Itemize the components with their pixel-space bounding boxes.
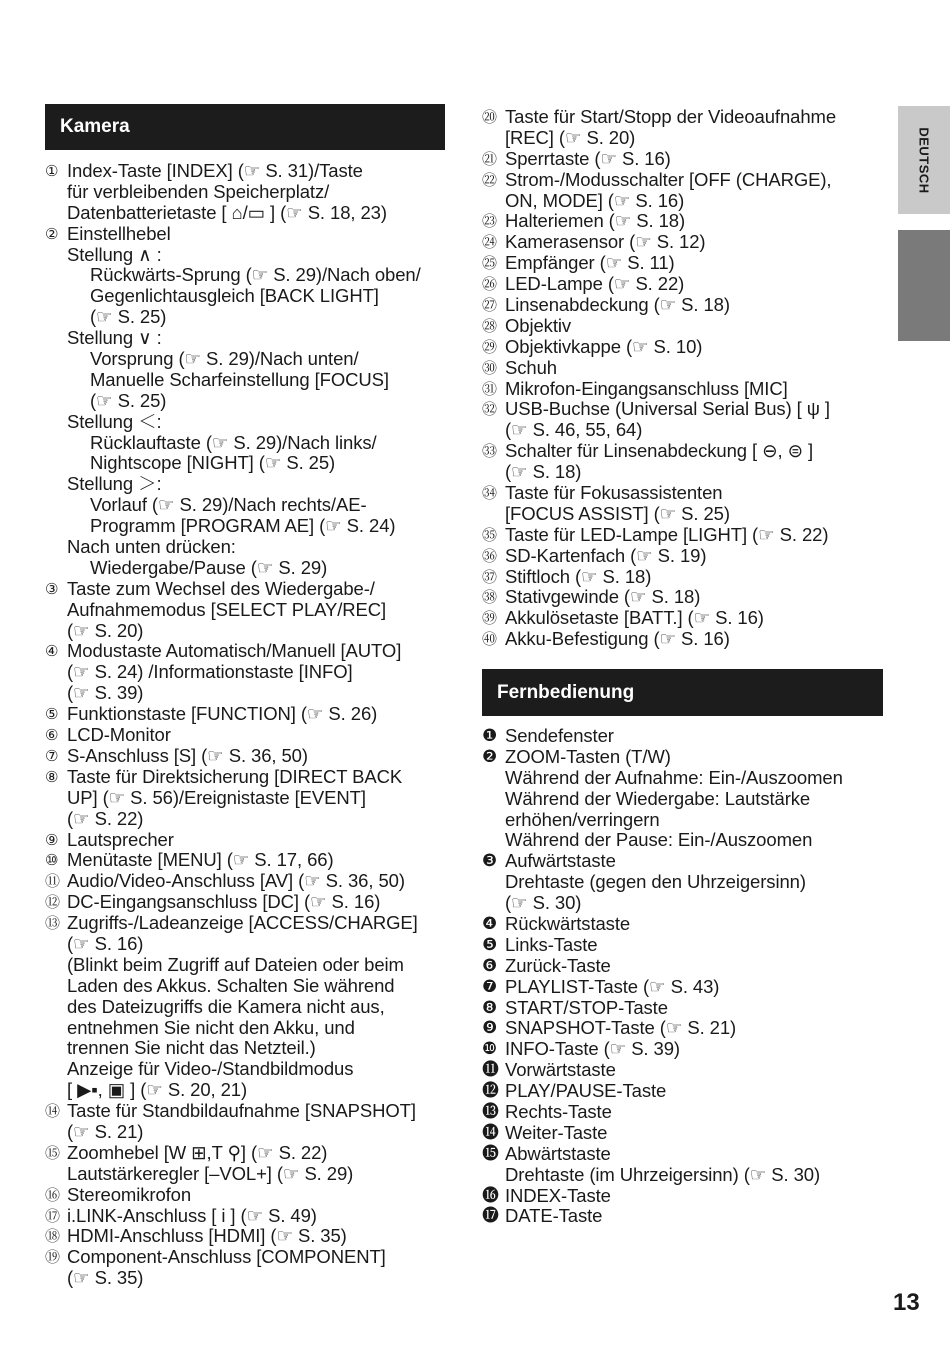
section-title-fernbedienung: Fernbedienung: [497, 681, 635, 703]
list-item: [45, 725, 450, 746]
list-item: [482, 107, 892, 128]
list-item: [482, 358, 892, 379]
list-item: [482, 1206, 892, 1227]
item-number: ❽: [482, 997, 498, 1018]
item-text: Vorlauf (☞ S. 29)/Nach rechts/AE-: [90, 494, 367, 516]
item-text: Rückwärts-Sprung (☞ S. 29)/Nach oben/: [90, 264, 421, 286]
list-item: [45, 1122, 450, 1143]
item-text: PLAYLIST-Taste (☞ S. 43): [505, 975, 720, 997]
item-text: ZOOM-Tasten (T/W): [505, 745, 671, 767]
item-text: Während der Pause: Ein-/Auszoomen: [505, 829, 813, 851]
list-item: [482, 1081, 892, 1102]
item-text: LED-Lampe (☞ S. 22): [505, 273, 685, 295]
item-number: ㉖: [482, 275, 497, 294]
item-number: ❻: [482, 955, 498, 976]
list-item: [45, 641, 450, 662]
item-text: Halteriemen (☞ S. 18): [505, 210, 686, 232]
item-text: Component-Anschluss [COMPONENT]: [67, 1246, 386, 1268]
item-text: i.LINK-Anschluss [ i ] (☞ S. 49): [67, 1204, 317, 1226]
item-text: PLAY/PAUSE-Taste: [505, 1080, 667, 1102]
item-number: ㊵: [482, 630, 497, 649]
item-text: Schuh: [505, 356, 557, 378]
item-text: Rückwärtstaste: [505, 913, 631, 935]
item-text: erhöhen/verringern: [505, 808, 660, 830]
list-item: [482, 504, 892, 525]
item-number: ⓮: [482, 1122, 499, 1143]
list-item: [482, 747, 892, 768]
list-item: [482, 956, 892, 977]
item-text: Nach unten drücken:: [67, 536, 236, 558]
item-text: DC-Eingangsanschluss [DC] (☞ S. 16): [67, 891, 381, 913]
item-number: ⑨: [45, 830, 59, 849]
list-item: [45, 579, 450, 600]
item-text: Wiedergabe/Pause (☞ S. 29): [90, 556, 328, 578]
item-number: ⑳: [482, 108, 497, 126]
item-text: Taste für Fokusassistenten: [505, 482, 723, 504]
list-item: [45, 1018, 450, 1039]
item-number: ㉛: [482, 379, 497, 398]
item-text: Drehtaste (gegen den Uhrzeigersinn): [505, 871, 806, 893]
list-item: [45, 830, 450, 851]
list-item: [45, 704, 450, 725]
item-text: Lautstärkeregler [–VOL+] (☞ S. 29): [67, 1162, 354, 1184]
item-text: S-Anschluss [S] (☞ S. 36, 50): [67, 744, 308, 766]
item-number: ㉙: [482, 337, 497, 356]
item-text: Taste für Standbildaufnahme [SNAPSHOT]: [67, 1100, 416, 1122]
list-item: [45, 683, 450, 704]
item-number: ㉔: [482, 233, 497, 252]
list-item: [45, 1101, 450, 1122]
item-text: Aufnahmemodus [SELECT PLAY/REC]: [67, 598, 387, 620]
item-text: entnehmen Sie nicht den Akku, und: [67, 1016, 355, 1038]
item-text: Weiter-Taste: [505, 1121, 608, 1143]
list-item: [45, 850, 450, 871]
item-text: Stellung ∧ :: [67, 243, 162, 265]
item-text: HDMI-Anschluss [HDMI] (☞ S. 35): [67, 1225, 347, 1247]
item-text: Vorsprung (☞ S. 29)/Nach unten/: [90, 348, 359, 370]
list-item: [482, 546, 892, 567]
item-number: ⑧: [45, 767, 59, 786]
list-item: [482, 789, 892, 810]
list-item: [45, 265, 450, 286]
item-text: ON, MODE] (☞ S. 16): [505, 189, 685, 211]
list-item: [45, 474, 450, 495]
list-item: [45, 871, 450, 892]
list-item: [482, 274, 892, 295]
item-text: [FOCUS ASSIST] (☞ S. 25): [505, 502, 730, 524]
list-item: [45, 1164, 450, 1185]
item-number: ⑥: [45, 726, 59, 745]
list-item: [482, 379, 892, 400]
item-number: ❷: [482, 746, 498, 767]
item-text: (☞ S. 20): [67, 619, 144, 641]
item-text: Manuelle Scharfeinstellung [FOCUS]: [90, 368, 389, 390]
item-number: ㉓: [482, 212, 497, 231]
section-marker-tab: [898, 230, 950, 341]
list-item: [45, 913, 450, 934]
list-item: [45, 934, 450, 955]
item-text: (☞ S. 25): [90, 306, 167, 328]
item-number: ❾: [482, 1018, 498, 1039]
list-item: [45, 1268, 450, 1289]
list-item: [45, 600, 450, 621]
item-text: Akku-Befestigung (☞ S. 16): [505, 628, 730, 650]
item-text: Lautsprecher: [67, 828, 174, 850]
list-item: [45, 1059, 450, 1080]
item-number: ⑯: [45, 1185, 60, 1204]
item-number: ㉞: [482, 484, 497, 503]
item-number: ③: [45, 579, 59, 598]
kamera-parts-list-left: [45, 161, 450, 1289]
item-text: LCD-Monitor: [67, 724, 171, 746]
item-text: Vorwärtstaste: [505, 1059, 616, 1081]
list-item: [45, 245, 450, 266]
list-item: [482, 830, 892, 851]
item-text: Sendefenster: [505, 725, 614, 746]
item-text: Zoomhebel [W ⊞,T ⚲] (☞ S. 22): [67, 1141, 328, 1163]
list-item: [45, 1226, 450, 1247]
list-item: [45, 621, 450, 642]
item-number: ㉜: [482, 400, 497, 419]
item-number: ⑫: [45, 893, 60, 912]
language-tab: [898, 106, 950, 214]
list-item: [45, 453, 450, 474]
item-text: Funktionstaste [FUNCTION] (☞ S. 26): [67, 703, 378, 725]
list-item: [482, 337, 892, 358]
list-item: [45, 224, 450, 245]
item-text: Taste zum Wechsel des Wiedergabe-/: [67, 577, 375, 599]
list-item: [482, 191, 892, 212]
item-text: Mikrofon-Eingangsanschluss [MIC]: [505, 377, 788, 399]
list-item: [45, 391, 450, 412]
item-text: Zugriffs-/Ladeanzeige [ACCESS/CHARGE]: [67, 912, 418, 934]
list-item: [482, 441, 892, 462]
list-item: [482, 316, 892, 337]
list-item: [482, 587, 892, 608]
list-item: [482, 462, 892, 483]
list-item: [482, 525, 892, 546]
list-item: [482, 1018, 892, 1039]
item-text: Menütaste [MENU] (☞ S. 17, 66): [67, 849, 334, 871]
item-text: Rechts-Taste: [505, 1101, 612, 1123]
list-item: [45, 767, 450, 788]
list-item: [482, 629, 892, 650]
item-text: Stativgewinde (☞ S. 18): [505, 586, 701, 608]
list-item: [482, 170, 892, 191]
list-item: [482, 1060, 892, 1081]
list-item: [45, 286, 450, 307]
list-item: [482, 851, 892, 872]
item-text: (☞ S. 18): [505, 461, 582, 483]
item-number: ①: [45, 162, 59, 180]
item-text: Während der Wiedergabe: Lautstärke: [505, 787, 811, 809]
item-text: Abwärtstaste: [505, 1142, 611, 1164]
list-item: [482, 872, 892, 893]
item-text: Datenbatterietaste [ ⌂/▭ ] (☞ S. 18, 23): [67, 201, 387, 223]
item-number: ⓭: [482, 1102, 499, 1123]
list-item: [45, 516, 450, 537]
item-text: des Dateizugriffs die Kamera nicht aus,: [67, 995, 385, 1017]
fernbedienung-parts-list: [482, 726, 892, 1227]
list-item: [45, 662, 450, 683]
list-item: [45, 182, 450, 203]
list-item: [45, 788, 450, 809]
item-number: ⑰: [45, 1206, 60, 1225]
list-item: [45, 203, 450, 224]
item-text: Aufwärtstaste: [505, 850, 616, 872]
list-item: [45, 433, 450, 454]
list-item: [45, 1143, 450, 1164]
list-item: [45, 349, 450, 370]
item-number: ㉑: [482, 149, 497, 168]
item-number: ❿: [482, 1039, 498, 1060]
item-text: (Blinkt beim Zugriff auf Dateien oder beim: [67, 953, 404, 975]
item-number: ㉗: [482, 296, 497, 315]
item-text: Einstellhebel: [67, 222, 171, 244]
item-number: ⓰: [482, 1185, 499, 1206]
item-text: [REC] (☞ S. 20): [505, 126, 636, 148]
item-number: ⓱: [482, 1206, 499, 1227]
item-number: ⑤: [45, 705, 59, 724]
item-text: (☞ S. 46, 55, 64): [505, 419, 643, 441]
item-number: ❶: [482, 726, 498, 746]
item-text: UP] (☞ S. 56)/Ereignistaste [EVENT]: [67, 786, 366, 808]
item-text: Audio/Video-Anschluss [AV] (☞ S. 36, 50): [67, 870, 405, 892]
item-text: Stereomikrofon: [67, 1183, 192, 1205]
item-number: ⑭: [45, 1102, 60, 1121]
list-item: [482, 998, 892, 1019]
list-item: [482, 295, 892, 316]
item-text: Rücklauftaste (☞ S. 29)/Nach links/: [90, 431, 377, 453]
item-text: START/STOP-Taste: [505, 996, 668, 1018]
item-text: Zurück-Taste: [505, 954, 611, 976]
item-text: Stiftloch (☞ S. 18): [505, 565, 652, 587]
list-item: [45, 746, 450, 767]
item-number: ❺: [482, 934, 498, 955]
item-number: ㉟: [482, 525, 497, 544]
section-header-fernbedienung: [482, 669, 883, 716]
list-item: [45, 1247, 450, 1268]
list-item: [45, 412, 450, 433]
page-number: 13: [893, 1289, 920, 1316]
list-item: [482, 211, 892, 232]
list-item: [482, 726, 892, 747]
item-number: ⑩: [45, 851, 59, 870]
language-tab-label: DEUTSCH: [916, 126, 932, 194]
item-number: ⑱: [45, 1227, 60, 1246]
item-text: Empfänger (☞ S. 11): [505, 252, 675, 274]
item-text: Kamerasensor (☞ S. 12): [505, 231, 706, 253]
item-number: ⓯: [482, 1143, 499, 1164]
item-text: Linsenabdeckung (☞ S. 18): [505, 294, 730, 316]
list-item: [45, 809, 450, 830]
item-text: Akkulösetaste [BATT.] (☞ S. 16): [505, 607, 764, 629]
item-number: ㊱: [482, 546, 497, 565]
item-text: SNAPSHOT-Taste (☞ S. 21): [505, 1017, 737, 1039]
item-text: Strom-/Modusschalter [OFF (CHARGE),: [505, 168, 832, 190]
list-item: [482, 1186, 892, 1207]
list-item: [45, 1038, 450, 1059]
list-item: [482, 893, 892, 914]
item-number: ⑬: [45, 914, 60, 933]
item-number: ⓬: [482, 1081, 499, 1102]
item-text: INFO-Taste (☞ S. 39): [505, 1038, 680, 1060]
list-item: [45, 161, 450, 182]
list-item: [482, 232, 892, 253]
kamera-parts-list-right: [482, 107, 892, 650]
item-text: (☞ S. 24) /Informationstaste [INFO]: [67, 661, 353, 683]
item-text: Stellung ＞:: [67, 473, 162, 495]
item-text: Objektivkappe (☞ S. 10): [505, 335, 703, 357]
item-number: ⓫: [482, 1060, 499, 1081]
item-text: Stellung ＜:: [67, 410, 162, 432]
item-text: Taste für Direktsicherung [DIRECT BACK: [67, 765, 403, 787]
item-number: ⑮: [45, 1143, 60, 1162]
list-item: [482, 608, 892, 629]
section-title-kamera: Kamera: [60, 116, 130, 137]
list-item: [45, 307, 450, 328]
item-text: DATE-Taste: [505, 1205, 603, 1227]
item-text: Sperrtaste (☞ S. 16): [505, 147, 671, 169]
item-text: Gegenlichtausgleich [BACK LIGHT]: [90, 285, 379, 307]
item-number: ④: [45, 642, 59, 661]
item-text: trennen Sie nicht das Netzteil.): [67, 1037, 316, 1059]
list-item: [482, 483, 892, 504]
item-text: USB-Buchse (Universal Serial Bus) [ ψ ]: [505, 398, 830, 420]
list-item: [482, 420, 892, 441]
item-text: Programm [PROGRAM AE] (☞ S. 24): [90, 515, 396, 537]
item-text: Modustaste Automatisch/Manuell [AUTO]: [67, 640, 402, 662]
item-text: (☞ S. 30): [505, 892, 582, 914]
list-item: [482, 399, 892, 420]
item-text: (☞ S. 21): [67, 1120, 144, 1142]
item-text: Während der Aufnahme: Ein-/Auszoomen: [505, 766, 843, 788]
list-item: [45, 1206, 450, 1227]
list-item: [482, 1039, 892, 1060]
list-item: [482, 1123, 892, 1144]
list-item: [482, 1165, 892, 1186]
list-item: [45, 892, 450, 913]
item-number: ㊴: [482, 609, 497, 628]
section-header-kamera: [45, 104, 445, 150]
list-item: [45, 955, 450, 976]
item-number: ㉝: [482, 442, 497, 461]
item-text: Taste für LED-Lampe [LIGHT] (☞ S. 22): [505, 523, 829, 545]
item-text: für verbleibenden Speicherplatz/: [67, 180, 330, 202]
list-item: [482, 128, 892, 149]
item-number: ❼: [482, 976, 498, 997]
item-text: INDEX-Taste: [505, 1184, 611, 1206]
list-item: [45, 328, 450, 349]
list-item: [482, 914, 892, 935]
item-text: (☞ S. 25): [90, 389, 167, 411]
item-text: Index-Taste [INDEX] (☞ S. 31)/Taste: [67, 160, 363, 181]
item-text: Anzeige für Video-/Standbildmodus: [67, 1058, 354, 1080]
item-text: Nightscope [NIGHT] (☞ S. 25): [90, 452, 336, 474]
item-text: (☞ S. 39): [67, 682, 144, 704]
list-item: [482, 253, 892, 274]
item-number: ⑪: [45, 872, 60, 891]
list-item: [482, 810, 892, 831]
list-item: [482, 567, 892, 588]
list-item: [45, 370, 450, 391]
list-item: [482, 1102, 892, 1123]
item-number: ㊲: [482, 567, 497, 586]
item-text: SD-Kartenfach (☞ S. 19): [505, 544, 707, 566]
item-number: ⑲: [45, 1248, 60, 1267]
item-number: ❸: [482, 851, 498, 872]
list-item: [45, 558, 450, 579]
list-item: [482, 768, 892, 789]
item-number: ⑦: [45, 746, 59, 765]
item-number: ㉕: [482, 254, 497, 273]
item-number: ❹: [482, 914, 498, 935]
list-item: [482, 977, 892, 998]
item-number: ㉘: [482, 316, 497, 335]
item-text: Schalter für Linsenabdeckung [ ⊖, ⊜ ]: [505, 440, 814, 462]
item-text: [ ▶▪, ▣ ] (☞ S. 20, 21): [67, 1079, 248, 1101]
item-text: Taste für Start/Stopp der Videoaufnahme: [505, 106, 837, 127]
item-text: (☞ S. 22): [67, 807, 144, 829]
list-item: [45, 1080, 450, 1101]
list-item: [482, 935, 892, 956]
list-item: [45, 1185, 450, 1206]
item-text: Links-Taste: [505, 933, 598, 955]
list-item: [482, 1144, 892, 1165]
item-number: ②: [45, 224, 59, 243]
item-text: (☞ S. 35): [67, 1267, 144, 1289]
item-number: ㊳: [482, 588, 497, 607]
list-item: [45, 997, 450, 1018]
list-item: [45, 976, 450, 997]
list-item: [45, 495, 450, 516]
item-text: Laden des Akkus. Schalten Sie während: [67, 974, 395, 996]
list-item: [482, 149, 892, 170]
item-text: Stellung ∨ :: [67, 327, 162, 349]
item-text: (☞ S. 16): [67, 932, 144, 954]
list-item: [45, 537, 450, 558]
item-text: Drehtaste (im Uhrzeigersinn) (☞ S. 30): [505, 1163, 821, 1185]
item-number: ㉒: [482, 170, 497, 189]
item-number: ㉚: [482, 358, 497, 377]
item-text: Objektiv: [505, 314, 572, 336]
